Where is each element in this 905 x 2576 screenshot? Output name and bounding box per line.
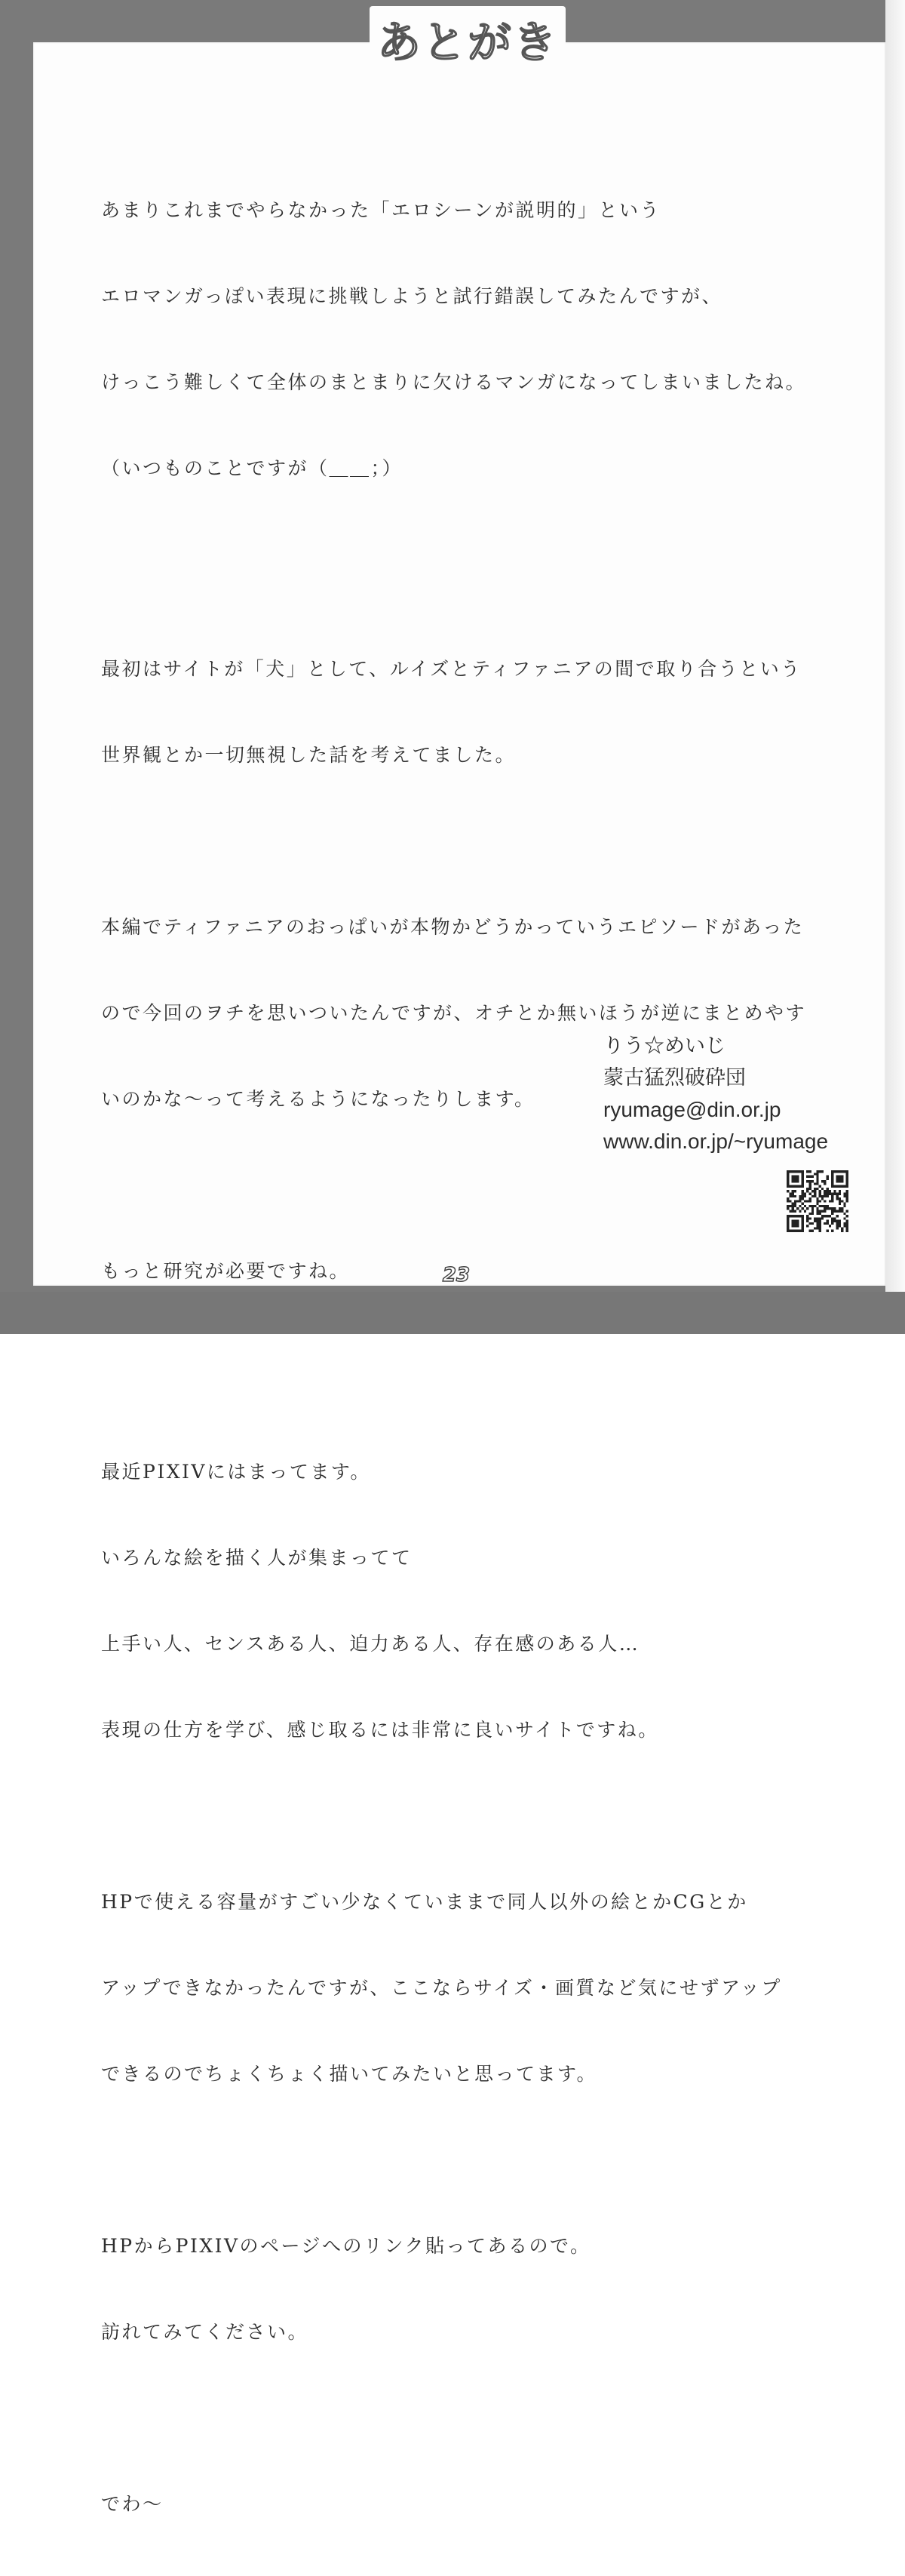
text-line: （いつものことですが（＿＿；）	[101, 457, 403, 479]
text-line: アップできなかったんですが、ここならサイズ・画質など気にせずアップ	[101, 1977, 782, 1999]
text-line: 最近PIXIVにはまってます。	[101, 1461, 371, 1483]
paragraph-7	[101, 2175, 855, 2404]
email-address: ryumage@din.or.jp	[603, 1098, 781, 1121]
paragraph-8	[101, 2433, 855, 2576]
text-line: もっと研究が必要ですね。	[101, 1260, 351, 1282]
paragraph-2	[101, 598, 855, 827]
text-line: 上手い人、センスある人、迫力ある人、存在感のある人…	[101, 1633, 640, 1655]
text-line: エロマンガっぽい表現に挑戦しようと試行錯誤してみたんですが、	[101, 285, 723, 307]
text-line: できるのでちょくちょく描いてみたいと思ってます。	[101, 2063, 598, 2085]
text-line: 最初はサイトが「犬」として、ルイズとティファニアの間で取り合うという	[101, 658, 802, 680]
text-line: HPで使える容量がすごい少なくていままで同人以外の絵とかCGとか	[101, 1891, 748, 1913]
text-line: いのかな～って考えるようになったりします。	[101, 1088, 535, 1110]
text-line: 表現の仕方を学び、感じ取るには非常に良いサイトですね。	[101, 1719, 659, 1741]
text-line: いろんな絵を描く人が集まってて	[101, 1547, 413, 1569]
text-line: あまりこれまでやらなかった「エロシーンが説明的」という	[101, 199, 661, 221]
page-number: 23	[442, 1264, 471, 1286]
paragraph-5	[101, 1400, 855, 1802]
author-name: りう☆めいじ	[603, 1034, 726, 1058]
text-line: ので今回のヲチを思いついたんですが、オチとか無いほうが逆にまとめやす	[101, 1002, 807, 1024]
qr-code-icon	[787, 1170, 848, 1232]
website-url: www.din.or.jp/~ryumage	[603, 1130, 829, 1153]
paragraph-1	[101, 139, 855, 540]
page-edge	[885, 0, 905, 1334]
page-title: あとがき	[377, 17, 559, 68]
text-line: HPからPIXIVのページへのリンク貼ってあるので。	[101, 2235, 591, 2257]
text-line: 訪れてみてください。	[101, 2321, 309, 2343]
paragraph-6	[101, 1831, 855, 2146]
circle-name: 蒙古猛烈破砕団	[603, 1066, 746, 1090]
text-line: 世界観とか一切無視した話を考えてました。	[101, 744, 517, 766]
afterword-body	[101, 139, 855, 2576]
text-line: でわ～	[101, 2493, 164, 2515]
text-line: 本編でティファニアのおっぱいが本物かどうかっていうエピソードがあった	[101, 916, 805, 938]
signature-block	[603, 1031, 867, 1157]
text-line: けっこう難しくて全体のまとまりに欠けるマンガになってしまいましたね。	[101, 371, 807, 393]
bottom-band	[0, 1292, 905, 1334]
